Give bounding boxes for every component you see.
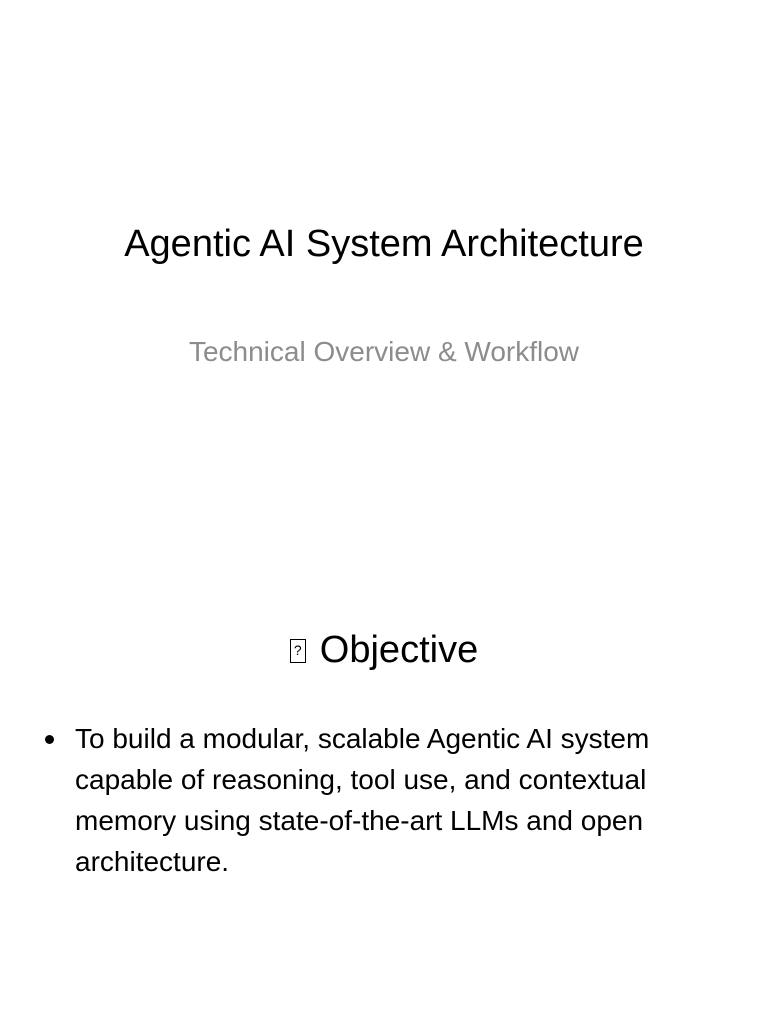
bullet-text: To build a modular, scalable Agentic AI system capable of reasoning, tool use, and contextual memory using state-of-the-art LLMs and open architecture. [75,723,650,877]
section-heading [0,626,768,674]
objective-slide [0,512,768,1024]
section-heading-text: Objective [319,629,479,671]
bullet-list [42,718,732,882]
slide-subtitle: Technical Overview & Workflow [188,336,580,367]
list-item [42,718,732,882]
bullet-dot-icon [45,735,54,744]
missing-glyph-icon [290,639,306,663]
slide-title: Agentic AI System Architecture [124,223,644,265]
